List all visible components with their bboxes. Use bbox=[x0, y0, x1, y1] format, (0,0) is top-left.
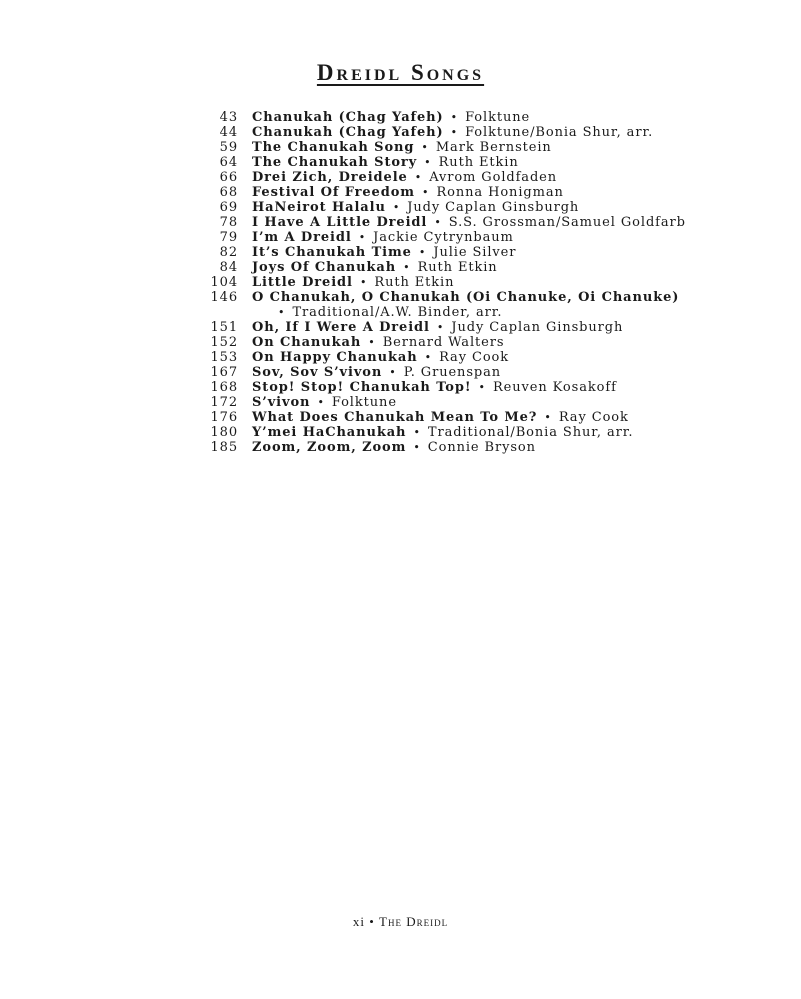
page-number: 167 bbox=[210, 365, 238, 380]
song-title: HaNeirot Halalu bbox=[252, 200, 386, 215]
list-item bbox=[208, 140, 768, 155]
song-credit: Connie Bryson bbox=[427, 440, 536, 455]
song-credit: Bernard Walters bbox=[382, 335, 505, 350]
song-credit: Folktune bbox=[465, 110, 531, 125]
bullet-separator: • bbox=[422, 186, 430, 199]
page-number: 104 bbox=[210, 275, 238, 290]
song-credit: Ruth Etkin bbox=[438, 155, 519, 170]
page-number: 152 bbox=[210, 335, 238, 350]
page-number: 59 bbox=[219, 140, 238, 155]
song-credit: Avrom Goldfaden bbox=[429, 170, 558, 185]
song-credit: Folktune bbox=[331, 395, 397, 410]
song-credit: Folktune/Bonia Shur, arr. bbox=[465, 125, 654, 140]
song-credit: Ray Cook bbox=[439, 350, 510, 365]
song-title: Joys Of Chanukah bbox=[252, 260, 397, 275]
song-title: Zoom, Zoom, Zoom bbox=[252, 440, 407, 455]
list-item bbox=[208, 275, 768, 290]
song-credit: Ronna Honigman bbox=[436, 185, 564, 200]
page-number: 79 bbox=[219, 230, 238, 245]
bullet-separator: • bbox=[413, 426, 421, 439]
list-item bbox=[208, 410, 768, 425]
bullet-separator: • bbox=[389, 366, 397, 379]
song-title: The Chanukah Song bbox=[252, 140, 415, 155]
song-credit: Judy Caplan Ginsburgh bbox=[451, 320, 624, 335]
bullet-separator: • bbox=[434, 216, 442, 229]
bullet-separator: • bbox=[317, 396, 325, 409]
page-title: Dreidl Songs bbox=[316, 60, 485, 85]
song-title: On Happy Chanukah bbox=[252, 350, 418, 365]
footer-book-title: The Dreidl bbox=[379, 914, 449, 929]
bullet-separator: • bbox=[359, 276, 368, 289]
list-item bbox=[208, 395, 768, 410]
list-item bbox=[208, 335, 768, 350]
page-number: 153 bbox=[210, 350, 238, 365]
page-number: 69 bbox=[219, 200, 238, 215]
song-title: S’vivon bbox=[252, 395, 311, 410]
song-credit: S.S. Grossman/Samuel Goldfarb bbox=[448, 215, 686, 230]
bullet-separator: • bbox=[392, 201, 401, 214]
song-credit: Traditional/Bonia Shur, arr. bbox=[427, 425, 634, 440]
bullet-separator: • bbox=[413, 441, 421, 454]
song-credit: Ray Cook bbox=[558, 410, 629, 425]
song-title: Stop! Stop! Chanukah Top! bbox=[252, 380, 472, 395]
page-number: 176 bbox=[210, 410, 238, 425]
song-credit: Traditional/A.W. Binder, arr. bbox=[292, 305, 503, 320]
bullet-separator: • bbox=[368, 336, 376, 349]
list-item bbox=[208, 260, 768, 275]
list-item bbox=[208, 245, 768, 260]
song-title: It’s Chanukah Time bbox=[252, 245, 412, 260]
page-number: 151 bbox=[210, 320, 238, 335]
footer-page-number: xi bbox=[352, 914, 365, 929]
page-number: 168 bbox=[210, 380, 238, 395]
page-number: 78 bbox=[219, 215, 238, 230]
song-title: O Chanukah, O Chanukah (Oi Chanuke, Oi Chanuke) bbox=[252, 290, 680, 305]
list-item bbox=[208, 125, 768, 140]
page-footer bbox=[0, 914, 801, 930]
song-credit: Julie Silver bbox=[433, 245, 517, 260]
bullet-separator: • bbox=[544, 411, 552, 424]
page-number: 180 bbox=[210, 425, 238, 440]
list-item bbox=[208, 200, 768, 215]
bullet-separator: • bbox=[358, 231, 367, 244]
list-item bbox=[208, 230, 768, 245]
page-number: 185 bbox=[210, 440, 238, 455]
page-number: 44 bbox=[219, 125, 238, 140]
bullet-separator: • bbox=[478, 381, 486, 394]
bullet-separator: • bbox=[418, 246, 427, 259]
song-title: Drei Zich, Dreidele bbox=[252, 170, 408, 185]
list-item bbox=[208, 155, 768, 170]
bullet-separator: • bbox=[450, 111, 459, 124]
song-title: On Chanukah bbox=[252, 335, 362, 350]
song-credit: Reuven Kosakoff bbox=[492, 380, 617, 395]
page-number: 43 bbox=[219, 110, 238, 125]
page-number: 66 bbox=[219, 170, 238, 185]
song-title: What Does Chanukah Mean To Me? bbox=[252, 410, 538, 425]
list-item bbox=[208, 110, 768, 125]
song-credit: Mark Bernstein bbox=[435, 140, 552, 155]
song-title: Festival Of Freedom bbox=[252, 185, 415, 200]
bullet-separator: • bbox=[436, 321, 445, 334]
song-title: Little Dreidl bbox=[252, 275, 353, 290]
bullet-separator: • bbox=[414, 171, 423, 184]
song-title: I Have A Little Dreidl bbox=[252, 215, 428, 230]
song-title: Oh, If I Were A Dreidl bbox=[252, 320, 430, 335]
song-title: The Chanukah Story bbox=[252, 155, 418, 170]
list-item bbox=[208, 170, 768, 185]
bullet-separator: • bbox=[421, 141, 429, 154]
song-credit: Ruth Etkin bbox=[417, 260, 498, 275]
page-number: 146 bbox=[210, 290, 238, 305]
bullet-separator: • bbox=[424, 351, 433, 364]
song-credit: Jackie Cytrynbaum bbox=[373, 230, 514, 245]
list-item bbox=[208, 290, 768, 320]
list-item bbox=[208, 215, 768, 230]
list-item bbox=[208, 350, 768, 365]
song-list bbox=[208, 110, 768, 455]
song-credit: Judy Caplan Ginsburgh bbox=[407, 200, 580, 215]
song-credit: P. Gruenspan bbox=[403, 365, 502, 380]
list-item bbox=[208, 320, 768, 335]
song-title: Chanukah (Chag Yafeh) bbox=[252, 125, 444, 140]
song-credit: Ruth Etkin bbox=[374, 275, 455, 290]
list-item bbox=[208, 380, 768, 395]
page-number: 172 bbox=[210, 395, 238, 410]
page-number: 84 bbox=[219, 260, 238, 275]
bullet-separator: • bbox=[450, 126, 459, 139]
bullet-separator: • bbox=[278, 306, 286, 319]
list-item bbox=[208, 425, 768, 440]
page-number: 82 bbox=[219, 245, 238, 260]
song-title: Sov, Sov S’vivon bbox=[252, 365, 383, 380]
footer-separator: • bbox=[369, 914, 375, 929]
list-item bbox=[208, 365, 768, 380]
list-item bbox=[208, 185, 768, 200]
bullet-separator: • bbox=[424, 156, 432, 169]
page-number: 64 bbox=[219, 155, 238, 170]
song-title: Y’mei HaChanukah bbox=[252, 425, 407, 440]
page-number: 68 bbox=[219, 185, 238, 200]
song-title: I’m A Dreidl bbox=[252, 230, 352, 245]
bullet-separator: • bbox=[403, 261, 411, 274]
list-item bbox=[208, 440, 768, 455]
song-title: Chanukah (Chag Yafeh) bbox=[252, 110, 444, 125]
